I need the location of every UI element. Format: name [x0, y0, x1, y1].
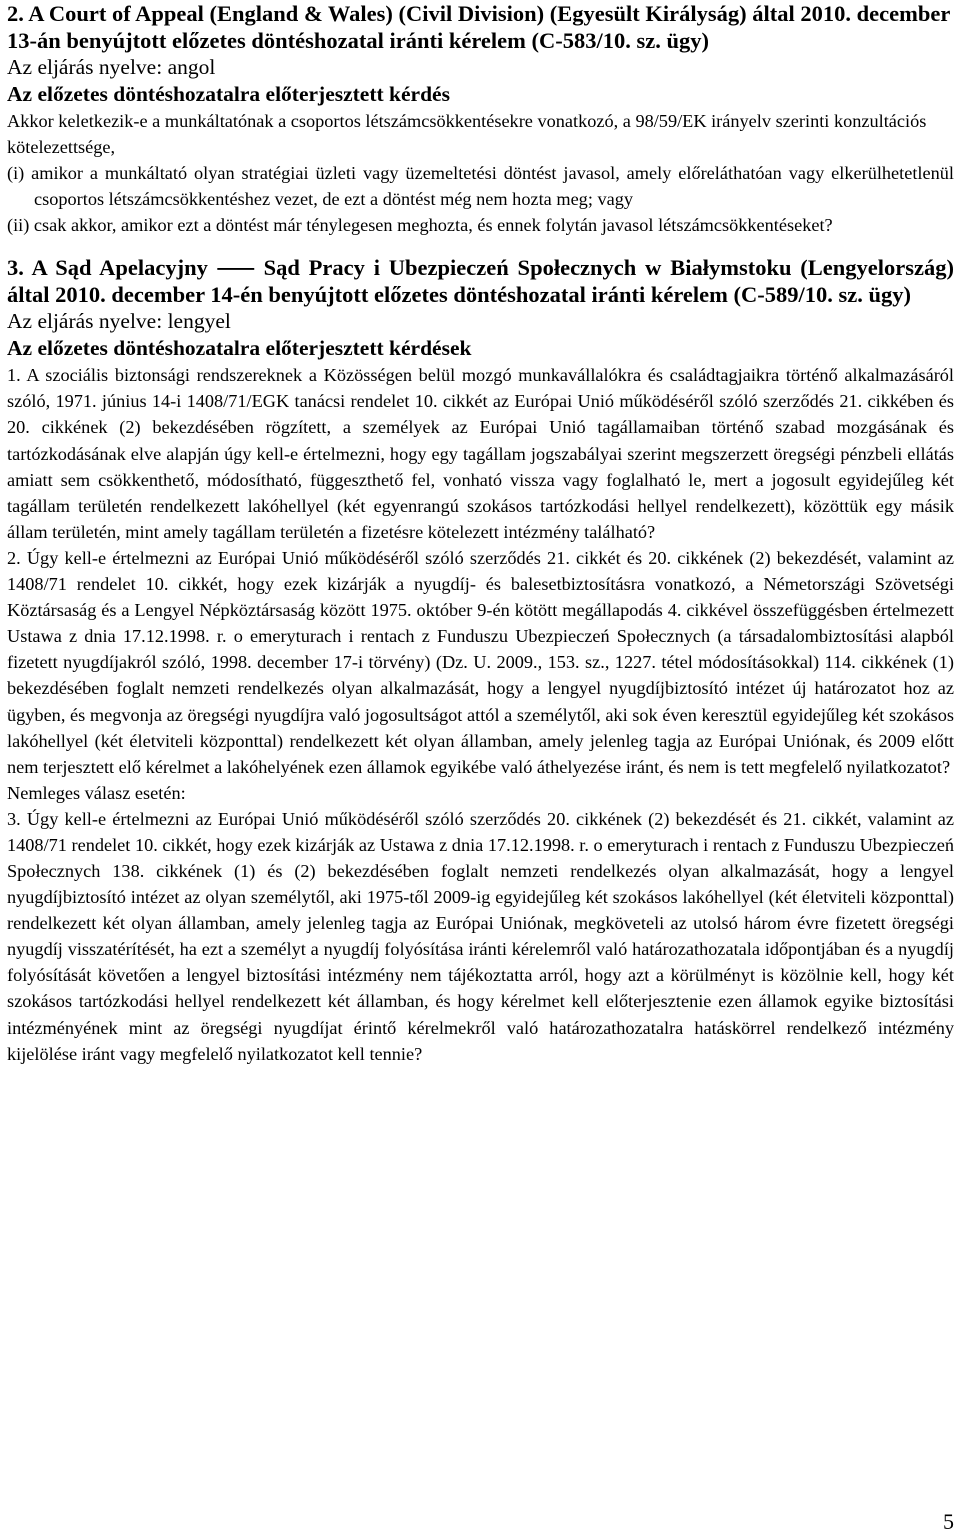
section-3-question-2: 2. Úgy kell-e értelmezni az Európai Unió működéséről szóló szerződés 21. cikkét és 20. cikkének (2) bekezdését, valamint az 1408/71 rendelet 10. cikkét, hogy ezek kizárják a nyugdíj- és balesetbiztosításra vonatkozó, a Németországi Szövetségi Köztársaság és a Lengyel Népköztársaság között 1975. október 9-én kötött megállapodás 4. cikkével összefüggésben értelmezett Ustawa z dnia 17.12.1998. r. o emeryturach i rentach z Funduszu Ubezpieczeń Społecznych (a társadalombiztosítási alapból fizetett nyugdíjakról szóló, 1998. december 17-i törvény) (Dz. U. 2009., 153. sz., 1227. tétel módosításokkal) 114. cikkének (1) bekezdésében foglalt nemzeti rendelkezés olyan alkalmazását, hogy a lengyel nyugdíjbiztosító intézet új határozatot hoz az ügyben, és megvonja az öregségi nyugdíjra való jogosultságot attól a személytől, aki sok éven keresztül egyidejűleg két szokásos lakóhellyel (két életviteli központtal) rendelkezett két olyan államban, amely jelenleg tagja az Európai Uniónak, és 2009 előtt nem terjesztett elő kérelmet a lakóhelyének ezen államok egyikébe való áthelyezése iránt, és nem is tett megfelelő nyilatkozatot? — [7, 547, 954, 777]
document-page — [7, 0, 954, 1067]
section-3-negative-answer: Nemleges válasz esetén: — [7, 782, 186, 803]
section-3 — [7, 254, 954, 1066]
section-2 — [7, 0, 954, 238]
section-3-questions-heading: Az előzetes döntéshozatalra előterjesztett kérdések — [7, 336, 472, 361]
section-2-option-ii: (ii) csak akkor, amikor ezt a döntést már ténylegesen meghozta, és ennek folytán javasol létszámcsökkentéseket? — [7, 215, 833, 236]
section-3-language: Az eljárás nyelve: lengyel — [7, 309, 231, 334]
page-number: 5 — [943, 1509, 954, 1534]
section-2-option-i: (i) amikor a munkáltató olyan stratégiai üzleti vagy üzemeltetési döntést javasol, amely előreláthatóan vagy elkerülhetetlenül csoportos létszámcsökkentéshez vezet, de ezt a döntést még nem hozta meg; vagy — [7, 163, 954, 210]
section-2-question-intro: Akkor keletkezik-e a munkáltatónak a csoportos létszámcsökkentésekre vonatkozó, a 98/59/EK irányelv szerinti konzultációs kötelezettsége, — [7, 111, 927, 157]
section-2-language: Az eljárás nyelve: angol — [7, 55, 216, 79]
section-2-title: 2. A Court of Appeal (England & Wales) (Civil Division) (Egyesült Királyság) által 2010. december 13-án benyújtott előzetes döntéshozatal iránti kérelem (C-583/10. sz. ügy) — [7, 1, 950, 53]
section-3-question-3: 3. Úgy kell-e értelmezni az Európai Unió működéséről szóló szerződés 20. cikkének (2) bekezdését és 21. cikkét, valamint az 1408/71 rendelet 10. cikkét, hogy ezek kizárják az Ustawa z dnia 17.12.1998. r. o emeryturach i rentach z Funduszu Ubezpieczeń Społecznych 138. cikkének (1) és (2) bekezdésében foglalt nemzeti rendelkezés olyan alkalmazását, hogy a lengyel nyugdíjbiztosító intézet az olyan személytől, aki 1975-től 2009-ig egyidejűleg két szokásos lakóhellyel (két életviteli központtal) rendelkezett két olyan államban, amely jelenleg tagja az Európai Uniónak, megköveteli az utolsó három évre fizetett öregségi nyugdíj visszatérítését, ha ezt a személyt a nyugdíj folyósítása iránti kérelemről való határozathozatala időpontjában és a nyugdíj folyósítását követően a lengyel biztosítási intézmény nem tájékoztatta arról, hogy azt a körülményt is közölnie kell, hogy két szokásos tartózkodási hellyel rendelkezett két államban, és hogy kérelmet kell előterjesztenie ezen államok egyike biztosítási intézményének mint az öregségi nyugdíjat érintő kérelmekről való határozathozatalra hatáskörrel rendelkező intézmény kijelölése iránt vagy megfelelő nyilatkozatot kell tennie? — [7, 808, 954, 1064]
section-3-title: 3. A Sąd Apelacyjny ⸺ Sąd Pracy i Ubezpieczeń Społecznych w Białymstoku (Lengyelország) által 2010. december 14-én benyújtott előzetes döntéshozatal iránti kérelem (C-589/10. sz. ügy) — [7, 255, 954, 308]
section-3-question-1: 1. A szociális biztonsági rendszereknek a Közösségen belül mozgó munkavállalókra és családtagjaikra történő alkalmazásáról szóló, 1971. június 14-i 1408/71/EGK tanácsi rendelet 10. cikkét az Európai Unió működéséről szóló szerződés 21. cikkében és 20. cikkének (2) bekezdésében rögzített, a személyek az Európai Unió tagállamaiban történő szabad mozgásának és tartózkodásának elve alapján úgy kell-e értelmezni, hogy egy tagállam jogszabályai szerint megszerzett öregségi pénzbeli ellátás amiatt sem csökkenthető, módosítható, függeszthető fel, vonható vissza vagy foglalható le, mert a jogosult egyidejűleg két tagállam területén rendelkezett lakóhellyel (két egyenrangú szokásos tartózkodási hellyel rendelkezett), közöttük egy másik állam területén, mint amely tagállam területén a fizetésre kötelezett intézmény található? — [7, 365, 954, 542]
section-2-question-heading: Az előzetes döntéshozatalra előterjesztett kérdés — [7, 82, 450, 106]
